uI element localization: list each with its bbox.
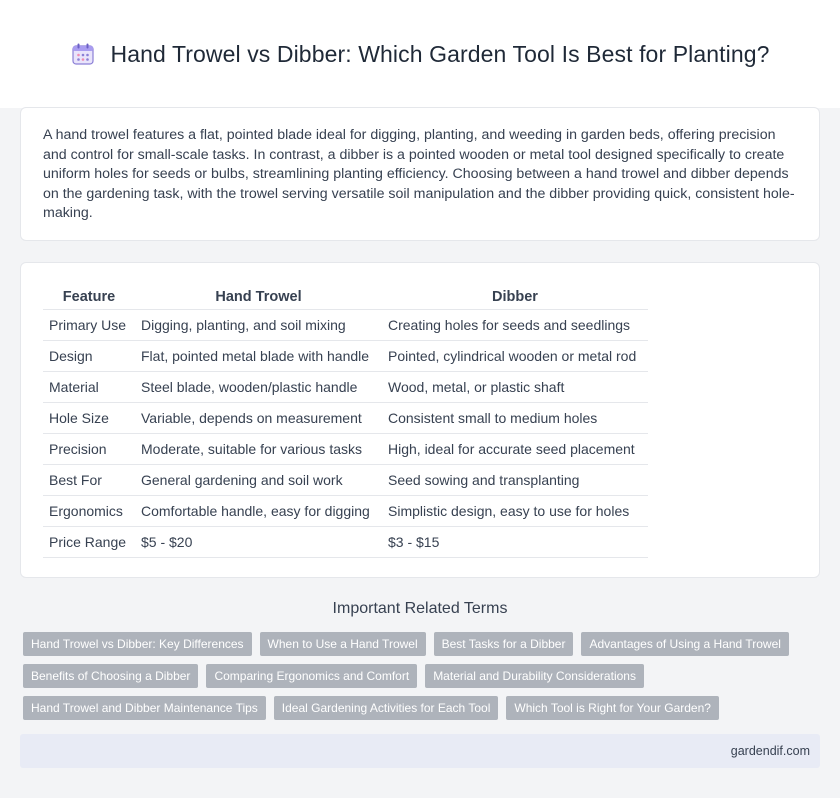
related-terms-tags bbox=[23, 632, 813, 720]
related-tag[interactable]: Hand Trowel vs Dibber: Key Differences bbox=[23, 632, 252, 656]
trowel-cell: General gardening and soil work bbox=[135, 464, 382, 495]
feature-cell: Ergonomics bbox=[43, 495, 135, 526]
trowel-cell: Steel blade, wooden/plastic handle bbox=[135, 371, 382, 402]
table-row bbox=[43, 464, 648, 495]
intro-text: A hand trowel features a flat, pointed blade ideal for digging, planting, and weeding in garden beds, offering precision and control for small-scale tasks. In contrast, a dibber is a pointed wooden or metal tool designed specifically to create uniform holes for seeds or bulbs, streamlining planting efficiency. Choosing between a hand trowel and dibber depends on the gardening task, with the trowel serving versatile soil manipulation and the dibber providing quick, consistent hole-making. bbox=[43, 127, 795, 222]
table-row bbox=[43, 371, 648, 402]
feature-cell: Hole Size bbox=[43, 402, 135, 433]
related-tag[interactable]: Comparing Ergonomics and Comfort bbox=[206, 664, 417, 688]
related-tag[interactable]: Ideal Gardening Activities for Each Tool bbox=[274, 696, 499, 720]
dibber-cell: Wood, metal, or plastic shaft bbox=[382, 371, 648, 402]
dibber-cell: Consistent small to medium holes bbox=[382, 402, 648, 433]
feature-cell: Material bbox=[43, 371, 135, 402]
feature-cell: Precision bbox=[43, 433, 135, 464]
feature-cell: Best For bbox=[43, 464, 135, 495]
feature-cell: Design bbox=[43, 340, 135, 371]
table-row bbox=[43, 309, 648, 340]
calendar-icon bbox=[70, 41, 96, 67]
trowel-cell: $5 - $20 bbox=[135, 526, 382, 557]
header-hand-trowel: Hand Trowel bbox=[135, 285, 382, 309]
feature-cell: Price Range bbox=[43, 526, 135, 557]
footer bbox=[20, 734, 820, 768]
trowel-cell: Comfortable handle, easy for digging bbox=[135, 495, 382, 526]
related-tag[interactable]: Material and Durability Considerations bbox=[425, 664, 644, 688]
table-row bbox=[43, 495, 648, 526]
table-row bbox=[43, 340, 648, 371]
trowel-cell: Flat, pointed metal blade with handle bbox=[135, 340, 382, 371]
comparison-table bbox=[43, 285, 648, 558]
dibber-cell: Simplistic design, easy to use for holes bbox=[382, 495, 648, 526]
table-row bbox=[43, 402, 648, 433]
related-tag[interactable]: Best Tasks for a Dibber bbox=[434, 632, 574, 656]
header-feature: Feature bbox=[43, 285, 135, 309]
related-tag[interactable]: Benefits of Choosing a Dibber bbox=[23, 664, 198, 688]
related-tag[interactable]: When to Use a Hand Trowel bbox=[260, 632, 426, 656]
table-row bbox=[43, 433, 648, 464]
dibber-cell: $3 - $15 bbox=[382, 526, 648, 557]
dibber-cell: High, ideal for accurate seed placement bbox=[382, 433, 648, 464]
header-dibber: Dibber bbox=[382, 285, 648, 309]
footer-site-link[interactable]: gardendif.com bbox=[730, 744, 810, 758]
comparison-card bbox=[20, 262, 820, 578]
dibber-cell: Creating holes for seeds and seedlings bbox=[382, 309, 648, 340]
table-row bbox=[43, 526, 648, 557]
related-tag[interactable]: Which Tool is Right for Your Garden? bbox=[506, 696, 719, 720]
intro-card bbox=[20, 107, 820, 241]
page-title: Hand Trowel vs Dibber: Which Garden Tool Is Best for Planting? bbox=[110, 40, 770, 67]
trowel-cell: Moderate, suitable for various tasks bbox=[135, 433, 382, 464]
related-tag[interactable]: Hand Trowel and Dibber Maintenance Tips bbox=[23, 696, 266, 720]
trowel-cell: Variable, depends on measurement bbox=[135, 402, 382, 433]
page-header bbox=[0, 0, 840, 108]
dibber-cell: Pointed, cylindrical wooden or metal rod bbox=[382, 340, 648, 371]
trowel-cell: Digging, planting, and soil mixing bbox=[135, 309, 382, 340]
related-tag[interactable]: Advantages of Using a Hand Trowel bbox=[581, 632, 788, 656]
table-header-row bbox=[43, 285, 648, 309]
dibber-cell: Seed sowing and transplanting bbox=[382, 464, 648, 495]
related-terms-title: Important Related Terms bbox=[332, 600, 508, 617]
feature-cell: Primary Use bbox=[43, 309, 135, 340]
